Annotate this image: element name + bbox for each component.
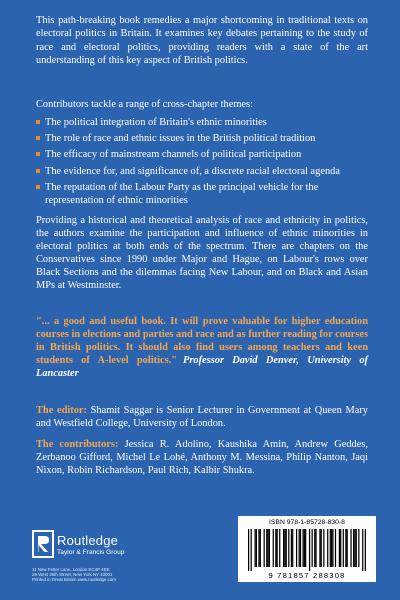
publisher-group: Taylor & Francis Group	[57, 549, 125, 556]
address-line: 11 New Fetter Lane, London EC4P 4EE	[32, 567, 110, 572]
contributors-heading: The contributors:	[36, 439, 119, 450]
contributors-section	[36, 438, 368, 477]
publisher-addresses	[32, 567, 172, 583]
theme-item: The political integration of Britain's ethnic minorities	[36, 116, 368, 129]
theme-item: The efficacy of mainstream channels of political participation	[36, 148, 368, 161]
themes-lead: Contributors tackle a range of cross-chapter themes:	[36, 99, 253, 110]
intro-paragraph: This path-breaking book remedies a major shortcoming in traditional texts on electoral politics in Britain. It examines key debates pertaining to the study of race and electoral politics, providing readers with a state of the art understanding of this key aspect of British politics.	[36, 15, 368, 67]
quote-text: "... a good and useful book. It will prove valuable for higher education courses in elections and parties and race and as further reading for courses in British politics. It should also find users among teachers and keen students of A-level politics."	[36, 316, 368, 367]
quote-attribution: Professor David Denver, University of Lancaster	[36, 355, 368, 380]
body-paragraph: Providing a historical and theoretical analysis of race and ethnicity in politics, the authors examine the participation and influence of ethnic minorities in electoral politics at both ends of the spectrum. There are chapters on the Conservatives since 1990 under Major and Hague, on Labour's rows over Black Sections and the dilemmas facing New Labour, and on Black and Asian MPs at Westminster.	[36, 215, 368, 292]
theme-item: The role of race and ethnic issues in the British political tradition	[36, 132, 368, 145]
editor-section	[36, 404, 368, 430]
editor-heading: The editor:	[36, 405, 87, 416]
review-quote	[36, 315, 368, 380]
contributors-text: Jessica R. Adolino, Kaushika Amin, Andrew Geddes, Zerbanoo Gifford, Michel Le Lohé, Anthony M. Messina, Philip Nanton, Jaqi Nixon, Robin Richardson, Paul Rich, Kalbir Shukra.	[36, 439, 368, 477]
isbn-barcode-box	[238, 516, 376, 582]
address-line: 29 West 35th Street, New York NY 10001	[32, 572, 113, 578]
publisher-name: Routledge	[57, 533, 119, 548]
barcode-digits: 9 781857 288308	[268, 571, 346, 580]
barcode-icon	[248, 529, 366, 571]
routledge-logo-icon	[32, 530, 54, 558]
editor-text: Shamit Saggar is Senior Lecturer in Government at Queen Mary and Westfield College, University of London.	[36, 405, 368, 430]
publisher-logo	[32, 530, 152, 566]
isbn-number: ISBN 978-1-85728-830-8	[269, 519, 345, 526]
address-line: Printed in Great Britain www.routledge.com	[32, 577, 116, 583]
themes-list	[36, 116, 368, 210]
theme-item: The reputation of the Labour Party as the principal vehicle for the representation of ethnic minorities	[36, 181, 368, 207]
theme-item: The evidence for, and significance of, a discrete racial electoral agenda	[36, 165, 368, 178]
